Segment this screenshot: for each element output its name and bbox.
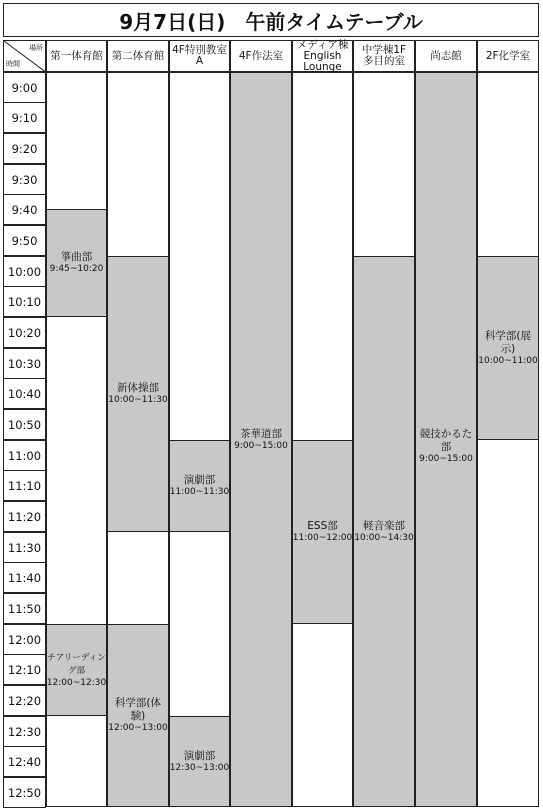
time-row: 11:50 (3, 593, 46, 624)
event-name: 科学部(展示) (484, 329, 532, 355)
time-row: 9:00 (3, 72, 46, 103)
event-name: チアリーディング部 (47, 652, 106, 676)
event-name: 演劇部 (183, 749, 216, 762)
time-row: 12:40 (3, 746, 46, 777)
time-row: 11:40 (3, 562, 46, 593)
event-name: 茶華道部 (240, 428, 282, 440)
event-time: 11:00~12:00 (292, 533, 353, 543)
room-header-7: 尚志館 (415, 40, 477, 72)
event-time: 9:00~15:00 (234, 441, 288, 451)
event-time: 9:00~15:00 (419, 454, 473, 464)
event-name: 箏曲部 (60, 251, 93, 263)
place-label: 場所 (29, 44, 43, 52)
event-block (169, 440, 230, 532)
time-row: 9:20 (3, 133, 46, 164)
time-row: 10:50 (3, 409, 46, 440)
event-time: 12:30~13:00 (169, 762, 230, 773)
room-header-5: メディア棟 English Lounge (292, 40, 353, 72)
event-name: 新体操部 (117, 382, 159, 394)
room-header-8: 2F化学室 (477, 40, 539, 72)
event-block (415, 72, 477, 807)
time-row: 10:00 (3, 256, 46, 287)
event-block (46, 624, 107, 716)
room-header-6: 中学棟1F 多目的室 (353, 40, 415, 72)
event-time: 11:00~11:30 (169, 487, 230, 497)
event-name: 演劇部 (183, 474, 216, 486)
event-name: 競技かるた部 (419, 428, 473, 453)
event-time: 12:00~13:00 (108, 723, 168, 733)
event-block (169, 716, 230, 807)
time-row: 12:10 (3, 654, 46, 685)
time-row: 10:20 (3, 317, 46, 348)
room-header-3: 4F特別教室A (169, 40, 230, 72)
room-header-2: 第二体育館 (107, 40, 169, 72)
time-row: 11:20 (3, 501, 46, 532)
event-block (292, 440, 353, 624)
time-row: 10:10 (3, 286, 46, 317)
event-time: 9:45~10:20 (49, 264, 104, 274)
time-row: 12:50 (3, 777, 46, 808)
event-block (230, 72, 292, 807)
event-name: 科学部(体験) (114, 697, 162, 722)
time-row: 11:30 (3, 532, 46, 563)
time-row: 11:00 (3, 440, 46, 471)
event-block (353, 256, 415, 807)
event-block (477, 256, 539, 440)
corner-cell (3, 40, 46, 72)
time-row: 12:20 (3, 685, 46, 716)
time-row: 10:40 (3, 378, 46, 409)
room-header-4: 4F作法室 (230, 40, 292, 72)
page-title: 9月7日(日) 午前タイムテーブル (3, 3, 539, 37)
time-row: 9:50 (3, 225, 46, 256)
time-row: 11:10 (3, 470, 46, 501)
timetable (3, 40, 539, 807)
event-block (46, 209, 107, 317)
time-row: 10:30 (3, 348, 46, 379)
event-name: ESS部 (307, 520, 338, 532)
time-row: 12:00 (3, 624, 46, 655)
time-row: 9:30 (3, 164, 46, 195)
event-time: 10:00~11:00 (478, 355, 538, 366)
time-row: 12:30 (3, 716, 46, 747)
event-time: 10:00~14:30 (354, 532, 414, 543)
event-name: 軽音楽部 (363, 519, 405, 532)
event-block (107, 624, 169, 807)
event-block (107, 256, 169, 532)
time-row: 9:10 (3, 102, 46, 133)
event-time: 10:00~11:30 (108, 395, 168, 405)
room-header-1: 第一体育館 (46, 40, 107, 72)
event-time: 12:00~12:30 (46, 677, 107, 688)
time-label: 時間 (6, 60, 20, 68)
time-row: 9:40 (3, 194, 46, 225)
